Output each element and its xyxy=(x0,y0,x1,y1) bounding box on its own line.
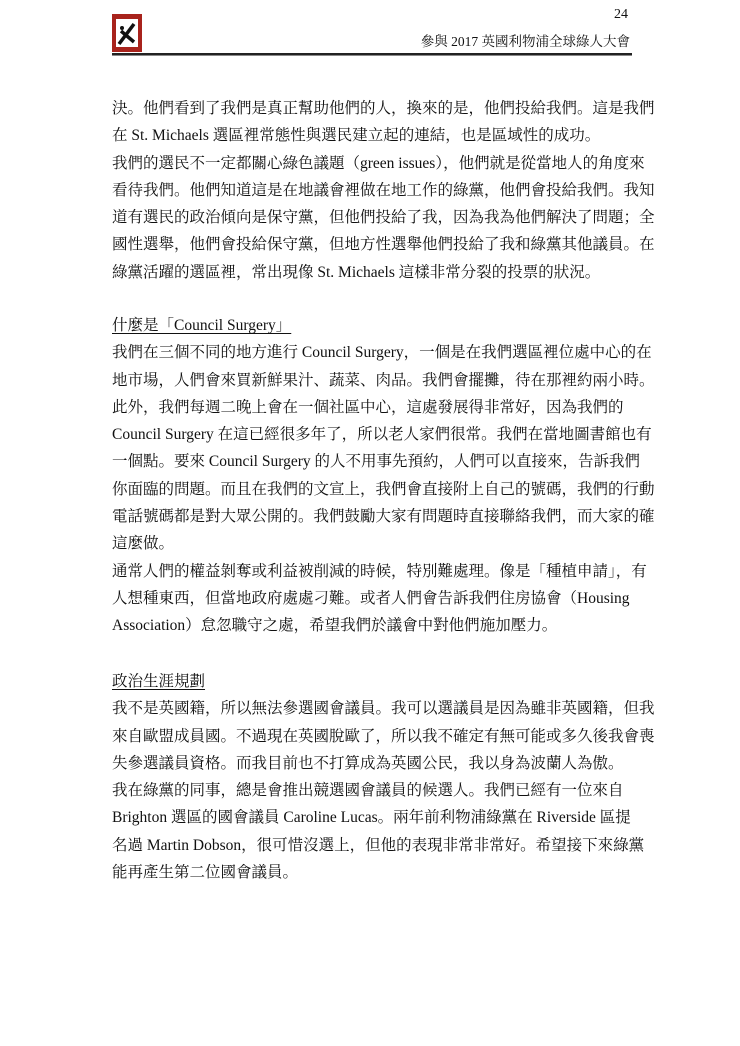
text-line: 看待我們。他們知道這是在地議會裡做在地工作的綠黨，他們會投給我們。我知 xyxy=(112,181,655,199)
text-line: 我們的選民不一定都關心綠色議題（green issues），他們就是從當地人的角度來 xyxy=(112,154,645,172)
page-number: 24 xyxy=(614,7,628,22)
text-line: 決。他們看到了我們是真正幫助他們的人，換來的是，他們投給我們。這是我們 xyxy=(112,100,655,117)
header-rule xyxy=(112,53,632,56)
text-line: Council Surgery 在這已經很多年了，所以老人家們很常。我們在當地圖書館也有 xyxy=(112,426,652,444)
text-line: 人想種東西，但當地政府處處刁難。或者人們會告訴我們住房協會（Housing xyxy=(112,589,630,607)
text-line: 我在綠黨的同事，總是會推出競選國會議員的候選人。我們已經有一位來自 xyxy=(112,782,624,800)
text-line: 地市場，人們會來買新鮮果汁、蔬菜、肉品。我們會擺攤，待在那裡約兩小時。 xyxy=(112,371,655,389)
running-header-title: 參與 2017 英國利物浦全球綠人大會 xyxy=(420,34,630,49)
text-line: 此外，我們每週二晚上會在一個社區中心，這處發展得非常好，因為我們的 xyxy=(112,398,624,416)
section-heading: 什麼是「Council Surgery」 xyxy=(112,317,292,334)
text-line: 電話號碼都是對大眾公開的。我們鼓勵大家有問題時直接聯絡我們，而大家的確 xyxy=(112,508,655,526)
text-line: 通常人們的權益剝奪或利益被削減的時候，特別難處理。像是「種植申請」，有 xyxy=(112,562,647,580)
text-line: 能再產生第二位國會議員。 xyxy=(112,864,299,882)
text-line: 來自歐盟成員國。不過現在英國脫歐了，所以我不確定有無可能或多久後我會喪 xyxy=(112,727,655,745)
section-paragraphs-1 xyxy=(112,95,655,286)
text-line: 一個點。要來 Council Surgery 的人不用事先預約，人們可以直接來，告訴我們 xyxy=(112,453,641,471)
organization-logo xyxy=(112,14,142,52)
text-line: Association）怠忽職守之處，希望我們於議會中對他們施加壓力。 xyxy=(112,617,558,635)
text-line: 在 St. Michaels 選區裡常態性與選民建立起的連結，也是區域性的成功。 xyxy=(112,127,601,145)
text-line: 我們在三個不同的地方進行 Council Surgery，一個是在我們選區裡位處中心的在 xyxy=(112,344,652,362)
text-line: Brighton 選區的國會議員 Caroline Lucas。兩年前利物浦綠黨在 Riverside 區提 xyxy=(112,809,631,827)
section-political-career xyxy=(112,668,655,886)
text-line: 這麼做。 xyxy=(112,535,175,553)
text-line: 我不是英國籍，所以無法參選國會議員。我可以選議員是因為雖非英國籍，但我 xyxy=(112,700,655,718)
text-line: 名過 Martin Dobson，很可惜沒選上，但他的表現非常非常好。希望接下來綠黨 xyxy=(112,836,645,854)
text-line: 國性選舉，他們會投給保守黨，但地方性選舉他們投給了我和綠黨其他議員。在 xyxy=(112,236,655,254)
text-line: 道有選民的政治傾向是保守黨，但他們投給了我，因為我為他們解決了問題；全 xyxy=(112,209,655,227)
text-line: 綠黨活躍的選區裡，常出現像 St. Michaels 這樣非常分裂的投票的狀況。 xyxy=(112,263,601,281)
section-heading: 政治生涯規劃 xyxy=(112,673,206,690)
text-line: 你面臨的問題。而且在我們的文宣上，我們會直接附上自己的號碼，我們的行動 xyxy=(112,480,655,498)
text-line: 失參選議員資格。而我目前也不打算成為英國公民，我以身為波蘭人為傲。 xyxy=(112,754,624,772)
section-council-surgery xyxy=(112,312,655,640)
